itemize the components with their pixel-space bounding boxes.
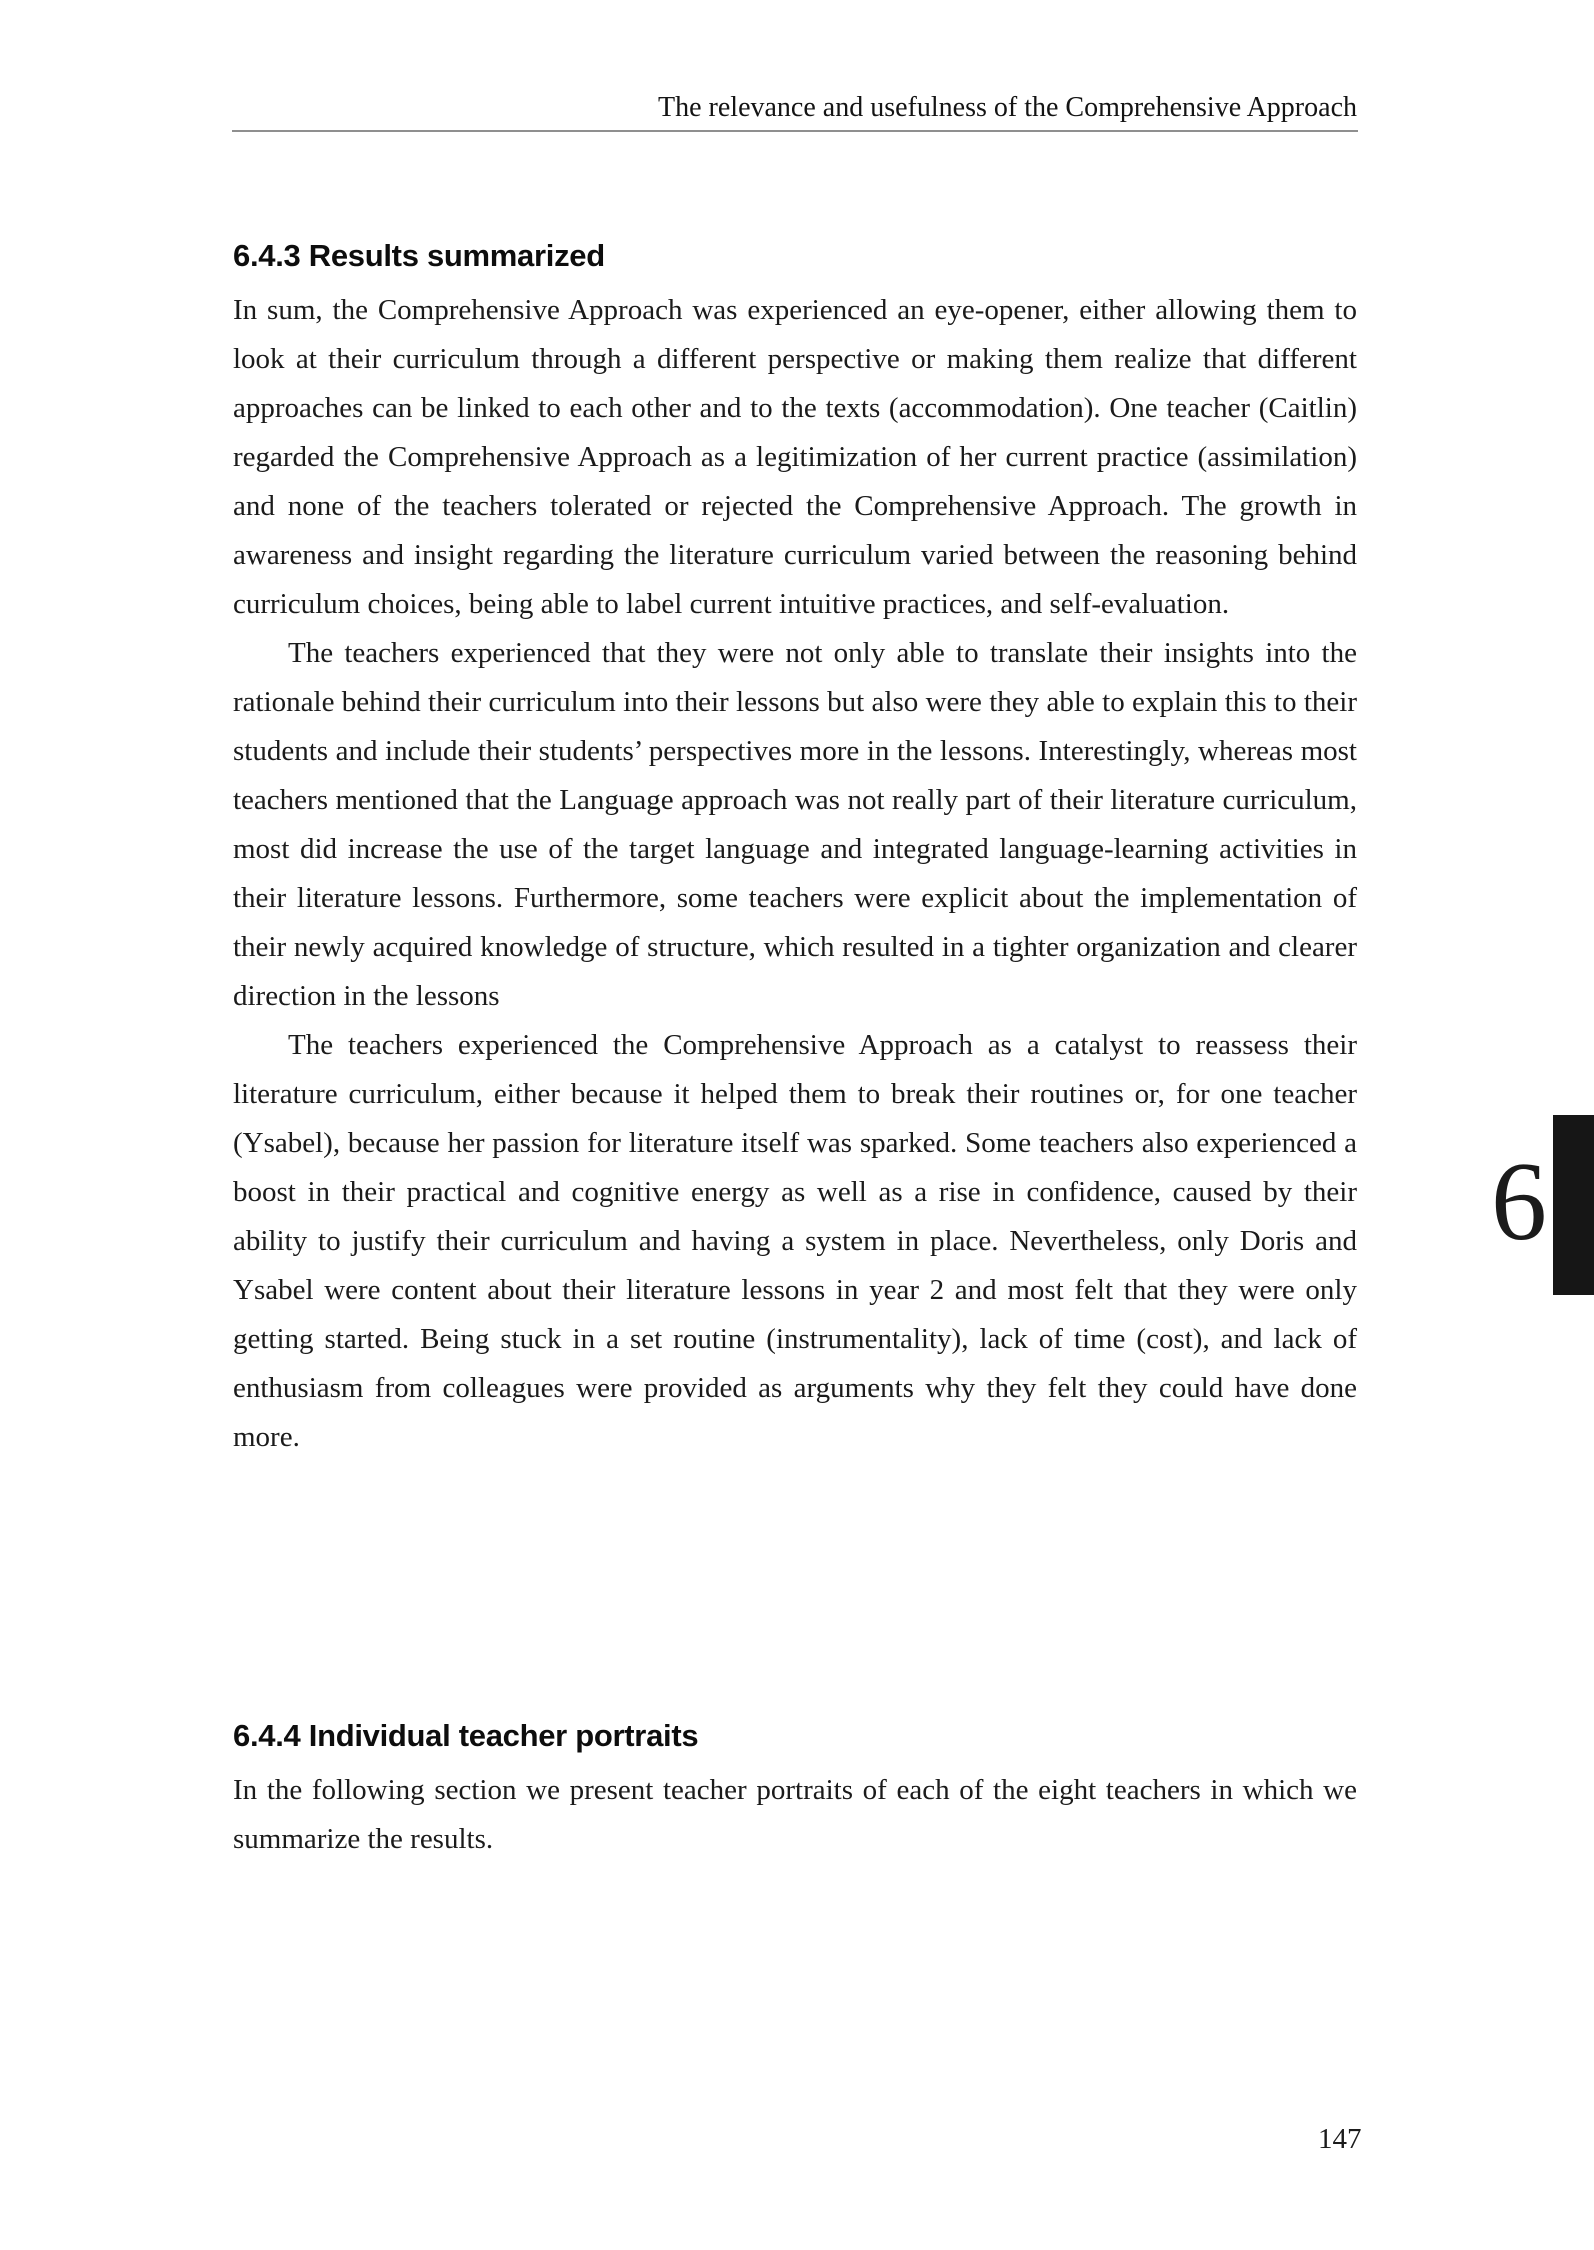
page-number: 147 bbox=[1318, 2123, 1362, 2155]
section-heading-644: 6.4.4 Individual teacher portraits bbox=[233, 1718, 699, 1753]
paragraph: The teachers experienced that they were not only able to translate their insights into the rationale behind their curriculum into their lessons but also were they able to explain this to their students and include their students’ perspectives more in the lessons. Interestingly, whereas most teachers mentioned that the Language approach was not really part of their literature curriculum, most did increase the use of the target language and integrated language-learning activities in their literature lessons. Furthermore, some teachers were explicit about the implementation of their newly acquired knowledge of structure, which resulted in a tighter organization and clearer direction in the lessons bbox=[233, 637, 1357, 1012]
section-644 bbox=[233, 1716, 1357, 1864]
paragraph: In the following section we present teacher portraits of each of the eight teachers in which we summarize the results. bbox=[233, 1774, 1357, 1855]
chapter-number: 6 bbox=[1491, 1140, 1547, 1264]
section-643 bbox=[233, 236, 1357, 1462]
section-heading-643: 6.4.3 Results summarized bbox=[233, 238, 605, 273]
paragraph: The teachers experienced the Comprehensive Approach as a catalyst to reassess their literature curriculum, either because it helped them to break their routines or, for one teacher (Ysabel), because her passion for literature itself was sparked. Some teachers also experienced a boost in their practical and cognitive energy as well as a rise in confidence, caused by their ability to justify their curriculum and having a system in place. Nevertheless, only Doris and Ysabel were content about their literature lessons in year 2 and most felt that they were only getting started. Being stuck in a set routine (instrumentality), lack of time (cost), and lack of enthusiasm from colleagues were provided as arguments why they felt they could have done more. bbox=[233, 1029, 1357, 1453]
paragraph: In sum, the Comprehensive Approach was experienced an eye-opener, either allowing them to look at their curriculum through a different perspective or making them realize that different approaches can be linked to each other and to the texts (accommodation). One teacher (Caitlin) regarded the Comprehensive Approach as a legitimization of her current practice (assimilation) and none of the teachers tolerated or rejected the Comprehensive Approach. The growth in awareness and insight regarding the literature curriculum varied between the reasoning behind curriculum choices, being able to label current intuitive practices, and self-evaluation. bbox=[233, 294, 1357, 620]
chapter-tab bbox=[1553, 1115, 1594, 1295]
running-header: The relevance and usefulness of the Comprehensive Approach bbox=[658, 92, 1357, 123]
header-rule bbox=[232, 130, 1358, 132]
